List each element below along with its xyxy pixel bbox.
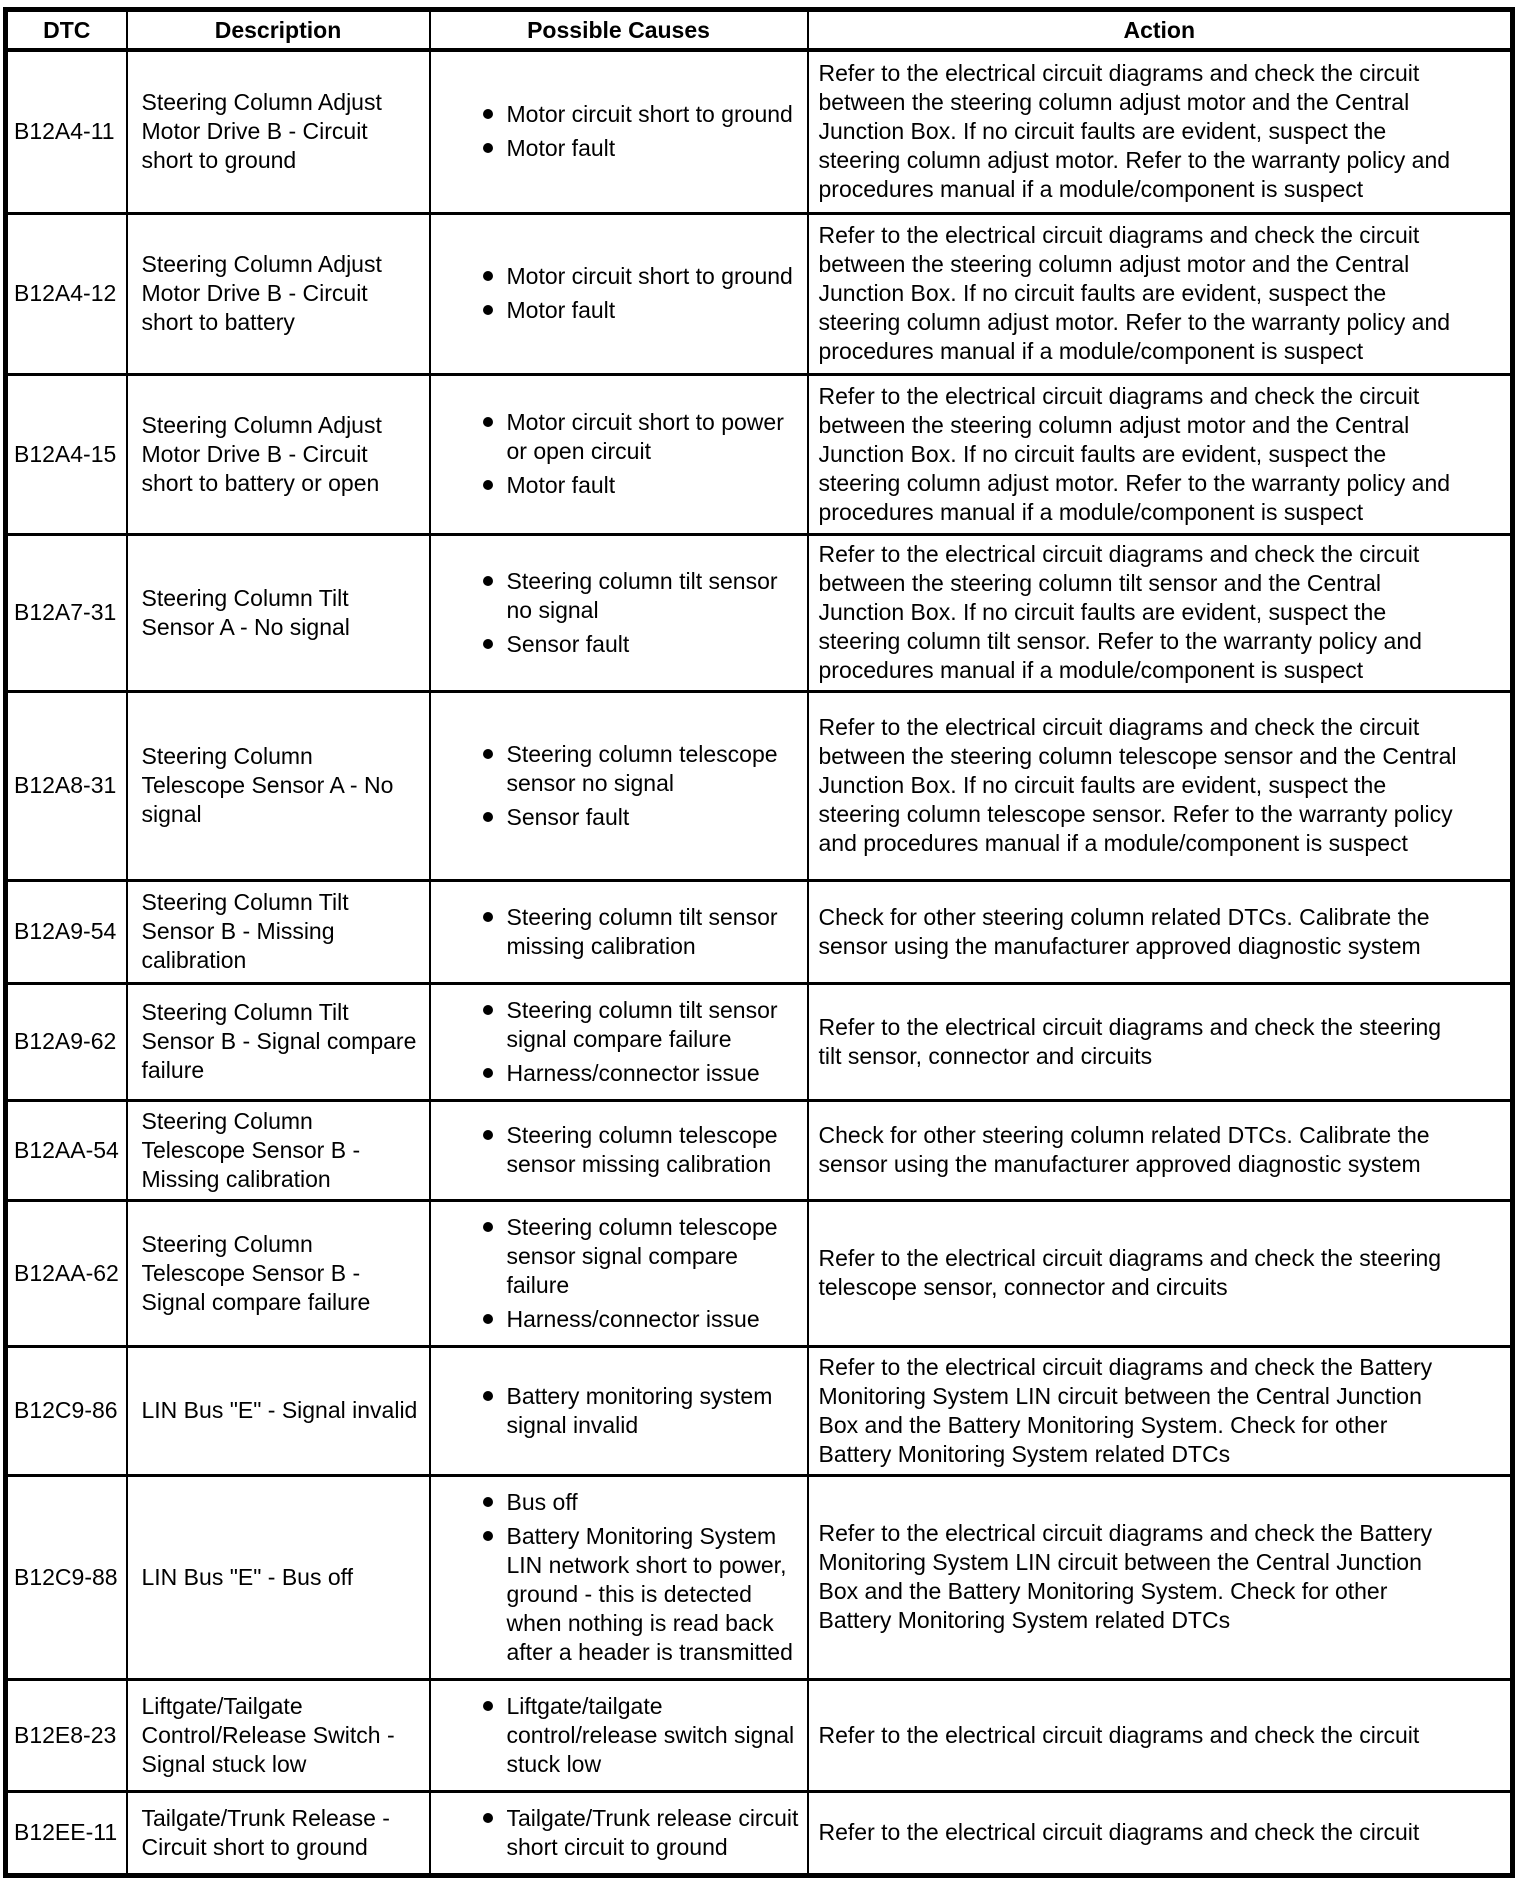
action-cell	[808, 1346, 1513, 1475]
cause-text: Battery monitoring system signal invalid	[506, 1382, 773, 1438]
table-row	[6, 1346, 1513, 1475]
cause-list-item	[431, 567, 801, 625]
possible-causes-cell	[430, 1475, 808, 1679]
header-row	[6, 10, 1513, 51]
cause-text: Motor circuit short to ground	[506, 263, 793, 289]
bullet-icon	[483, 1130, 493, 1140]
possible-causes-cell	[430, 1200, 808, 1346]
cause-list-item	[431, 408, 801, 466]
cause-list-item	[431, 1059, 801, 1088]
bullet-icon	[483, 576, 493, 586]
bullet-icon	[483, 749, 493, 759]
description-cell	[127, 374, 430, 534]
cause-text: Sensor fault	[506, 630, 630, 657]
dtc-code-cell: B12A4-15	[6, 374, 127, 534]
cause-text: Steering column telescope sensor signal compare failure	[506, 1213, 778, 1298]
action-cell	[808, 1100, 1513, 1200]
bullet-icon	[483, 143, 493, 153]
description-cell	[127, 534, 430, 691]
bullet-icon	[483, 1813, 493, 1823]
column-header-dtc: DTC	[6, 10, 127, 51]
cause-list-item	[431, 262, 801, 291]
description-text: Liftgate/Tailgate Control/Release Switch - Signal stuck low	[141, 1692, 395, 1777]
table-row	[6, 374, 1513, 534]
cause-list-item	[431, 1522, 801, 1667]
action-text: Refer to the electrical circuit diagrams and check the circuit	[818, 1819, 1420, 1845]
possible-causes-cell	[430, 1791, 808, 1875]
cause-text: Steering column tilt sensor missing calibration	[506, 903, 778, 959]
cause-text: Steering column telescope sensor missing calibration	[506, 1122, 778, 1177]
action-text: Refer to the electrical circuit diagrams and check the circuit between the steering column adjust motor and the Central Junction Box. If no circuit faults are evident, suspect the steering column adjust motor. Refer to the warranty policy and procedures manual if a module/component is suspect	[818, 382, 1451, 525]
description-text: Steering Column Telescope Sensor A - No signal	[141, 743, 394, 827]
bullet-icon	[483, 1314, 493, 1324]
bullet-icon	[483, 912, 493, 922]
action-cell	[808, 880, 1513, 983]
dtc-code-cell: B12A8-31	[6, 691, 127, 880]
bullet-icon	[483, 1068, 493, 1078]
cause-text: Liftgate/tailgate control/release switch signal stuck low	[506, 1692, 795, 1777]
table-row	[6, 534, 1513, 691]
action-text: Check for other steering column related DTCs. Calibrate the sensor using the manufacturer approved diagnostic system	[818, 1122, 1430, 1177]
bullet-icon	[483, 812, 493, 822]
bullet-icon	[483, 1701, 493, 1711]
cause-text: Tailgate/Trunk release circuit short circuit to ground	[506, 1804, 799, 1860]
cause-text: Harness/connector issue	[506, 1305, 760, 1332]
description-text: Steering Column Telescope Sensor B - Signal compare failure	[141, 1230, 371, 1315]
bullet-icon	[483, 1531, 493, 1541]
cause-list-item	[431, 1488, 801, 1517]
possible-causes-cell	[430, 983, 808, 1100]
description-text: Steering Column Adjust Motor Drive B - Circuit short to battery	[141, 251, 382, 335]
column-header-description: Description	[127, 10, 430, 51]
description-text: LIN Bus "E" - Bus off	[141, 1563, 353, 1590]
action-text: Refer to the electrical circuit diagrams and check the Battery Monitoring System LIN circuit between the Central Junction Box and the Battery Monitoring System. Check for other Battery Monitoring System related DTCs	[818, 1353, 1433, 1467]
description-cell	[127, 880, 430, 983]
bullet-icon	[483, 1391, 493, 1401]
cause-text: Motor circuit short to power or open circuit	[506, 409, 784, 464]
bullet-icon	[483, 1005, 493, 1015]
cause-text: Bus off	[506, 1488, 578, 1515]
action-text: Check for other steering column related DTCs. Calibrate the sensor using the manufacturer approved diagnostic system	[818, 903, 1430, 959]
table-row	[6, 1100, 1513, 1200]
table-row	[6, 1475, 1513, 1679]
possible-causes-cell	[430, 50, 808, 213]
dtc-code-cell: B12AA-62	[6, 1200, 127, 1346]
description-cell	[127, 1200, 430, 1346]
action-text: Refer to the electrical circuit diagrams and check the circuit	[818, 1721, 1420, 1748]
description-text: LIN Bus "E" - Signal invalid	[141, 1397, 418, 1423]
table-row	[6, 880, 1513, 983]
description-cell	[127, 983, 430, 1100]
possible-causes-cell	[430, 534, 808, 691]
dtc-code-cell: B12A7-31	[6, 534, 127, 691]
description-text: Steering Column Tilt Sensor B - Missing calibration	[141, 889, 349, 973]
action-cell	[808, 1200, 1513, 1346]
dtc-code-cell: B12A9-62	[6, 983, 127, 1100]
table-row	[6, 691, 1513, 880]
action-text: Refer to the electrical circuit diagrams and check the steering tilt sensor, connector and circuits	[818, 1013, 1442, 1069]
action-cell	[808, 1679, 1513, 1791]
cause-list-item	[431, 996, 801, 1054]
cause-list-item	[431, 471, 801, 500]
cause-list-item	[431, 1382, 801, 1440]
action-text: Refer to the electrical circuit diagrams and check the circuit between the steering column tilt sensor and the Central Junction Box. If no circuit faults are evident, suspect the steering column tilt sensor. Refer to the warranty policy and procedures manual if a module/component is suspect	[818, 541, 1422, 683]
action-cell	[808, 50, 1513, 213]
action-cell	[808, 213, 1513, 374]
dtc-code-cell: B12E8-23	[6, 1679, 127, 1791]
bullet-icon	[483, 480, 493, 490]
description-text: Tailgate/Trunk Release - Circuit short to ground	[141, 1804, 390, 1860]
dtc-code-cell: B12AA-54	[6, 1100, 127, 1200]
bullet-icon	[483, 109, 493, 119]
column-header-action: Action	[808, 10, 1513, 51]
description-text: Steering Column Tilt Sensor B - Signal compare failure	[141, 999, 417, 1083]
action-text: Refer to the electrical circuit diagrams and check the steering telescope sensor, connector and circuits	[818, 1245, 1442, 1300]
action-cell	[808, 983, 1513, 1100]
cause-list-item	[431, 1804, 801, 1862]
action-cell	[808, 1475, 1513, 1679]
action-text: Refer to the electrical circuit diagrams and check the circuit between the steering column telescope sensor and the Central Junction Box. If no circuit faults are evident, suspect the steering column telescope sensor. Refer to the warranty policy and procedures manual if a module/component is suspect	[818, 714, 1457, 856]
dtc-code-cell: B12C9-86	[6, 1346, 127, 1475]
cause-text: Steering column tilt sensor no signal	[506, 567, 778, 623]
description-cell	[127, 1791, 430, 1875]
possible-causes-cell	[430, 1679, 808, 1791]
action-cell	[808, 691, 1513, 880]
cause-list-item	[431, 1121, 801, 1179]
cause-list-item	[431, 1692, 801, 1779]
cause-list-item	[431, 803, 801, 832]
possible-causes-cell	[430, 213, 808, 374]
bullet-icon	[483, 271, 493, 281]
description-cell	[127, 1100, 430, 1200]
bullet-icon	[483, 1222, 493, 1232]
bullet-icon	[483, 417, 493, 427]
dtc-code-cell: B12A4-11	[6, 50, 127, 213]
bullet-icon	[483, 1497, 493, 1507]
dtc-code-cell: B12EE-11	[6, 1791, 127, 1875]
action-cell	[808, 1791, 1513, 1875]
table-row	[6, 983, 1513, 1100]
cause-text: Harness/connector issue	[506, 1059, 760, 1086]
table-row	[6, 1200, 1513, 1346]
action-text: Refer to the electrical circuit diagrams and check the circuit between the steering column adjust motor and the Central Junction Box. If no circuit faults are evident, suspect the steering column adjust motor. Refer to the warranty policy and procedures manual if a module/component is suspect	[818, 222, 1451, 364]
cause-list-item	[431, 740, 801, 798]
dtc-code-cell: B12A9-54	[6, 880, 127, 983]
cause-list-item	[431, 296, 801, 325]
cause-list-item	[431, 100, 801, 129]
possible-causes-cell	[430, 1346, 808, 1475]
description-cell	[127, 1679, 430, 1791]
description-text: Steering Column Adjust Motor Drive B - Circuit short to battery or open	[141, 411, 382, 496]
cause-text: Steering column telescope sensor no signal	[506, 740, 778, 796]
column-header-possible-causes: Possible Causes	[430, 10, 808, 51]
cause-list-item	[431, 903, 801, 961]
bullet-icon	[483, 305, 493, 315]
table-row	[6, 50, 1513, 213]
action-cell	[808, 374, 1513, 534]
description-cell	[127, 50, 430, 213]
cause-text: Motor fault	[506, 135, 616, 162]
cause-text: Sensor fault	[506, 803, 630, 830]
cause-list-item	[431, 630, 801, 659]
description-text: Steering Column Adjust Motor Drive B - Circuit short to ground	[141, 89, 382, 174]
cause-list-item	[431, 134, 801, 163]
possible-causes-cell	[430, 691, 808, 880]
action-text: Refer to the electrical circuit diagrams and check the circuit between the steering column adjust motor and the Central Junction Box. If no circuit faults are evident, suspect the steering column adjust motor. Refer to the warranty policy and procedures manual if a module/component is suspect	[818, 60, 1451, 203]
dtc-code-cell: B12C9-88	[6, 1475, 127, 1679]
description-text: Steering Column Telescope Sensor B - Missing calibration	[141, 1107, 361, 1192]
table-row	[6, 213, 1513, 374]
description-cell	[127, 691, 430, 880]
cause-text: Motor fault	[506, 297, 616, 323]
cause-text: Motor fault	[506, 472, 616, 498]
table-row	[6, 1791, 1513, 1875]
possible-causes-cell	[430, 374, 808, 534]
action-cell	[808, 534, 1513, 691]
description-cell	[127, 1475, 430, 1679]
bullet-icon	[483, 639, 493, 649]
cause-list-item	[431, 1213, 801, 1300]
cause-text: Battery Monitoring System LIN network short to power, ground - this is detected when nothing is read back after a header is transmitted	[506, 1522, 793, 1665]
dtc-table-body	[6, 50, 1513, 1875]
possible-causes-cell	[430, 1100, 808, 1200]
cause-text: Motor circuit short to ground	[506, 101, 793, 128]
action-text: Refer to the electrical circuit diagrams and check the Battery Monitoring System LIN circuit between the Central Junction Box and the Battery Monitoring System. Check for other Battery Monitoring System related DTCs	[818, 1520, 1433, 1633]
table-row	[6, 1679, 1513, 1791]
description-cell	[127, 213, 430, 374]
description-text: Steering Column Tilt Sensor A - No signal	[141, 584, 350, 640]
cause-list-item	[431, 1305, 801, 1334]
description-cell	[127, 1346, 430, 1475]
dtc-code-cell: B12A4-12	[6, 213, 127, 374]
dtc-table	[3, 7, 1515, 1878]
possible-causes-cell	[430, 880, 808, 983]
cause-text: Steering column tilt sensor signal compare failure	[506, 996, 778, 1052]
